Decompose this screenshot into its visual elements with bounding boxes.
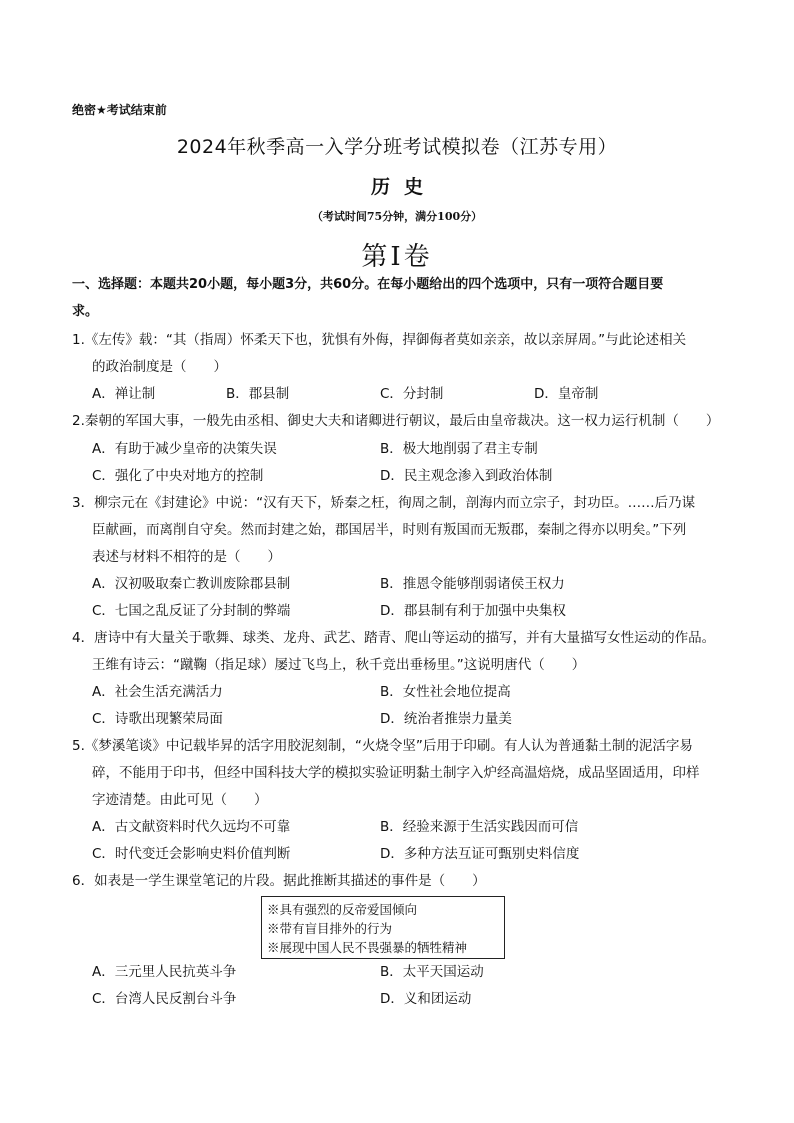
question-4-stem-cont: 王维有诗云：“蹴鞠（指足球）屡过飞鸟上，秋千竞出垂杨里。”这说明唐代（ ） bbox=[92, 657, 586, 673]
question-2-option-d[interactable]: D．民主观念渗入到政治体制 bbox=[380, 468, 553, 484]
exam-duration-info: （考试时间75分钟，满分100分） bbox=[311, 210, 483, 223]
question-3-stem: 3．柳宗元在《封建论》中说：“汉有天下，矫秦之枉，徇周之制，剖海内而立宗子，封功臣。……后乃谋 bbox=[72, 495, 696, 511]
question-1-option-d[interactable]: D．皇帝制 bbox=[534, 386, 599, 402]
question-3-option-c[interactable]: C．七国之乱反证了分封制的弊端 bbox=[92, 603, 291, 619]
question-5-stem: 5.《梦溪笔谈》中记载毕昇的活字用胶泥刻制，“火烧令坚”后用于印刷。有人认为普通黏土制的泥活字易 bbox=[72, 738, 693, 754]
note-item: ※带有盲目排外的行为 bbox=[267, 921, 393, 936]
question-6-option-a[interactable]: A．三元里人民抗英斗争 bbox=[92, 964, 237, 980]
note-item: ※具有强烈的反帝爱国倾向 bbox=[267, 902, 418, 917]
question-5-stem-cont: 碎，不能用于印书，但经中国科技大学的模拟实验证明黏土制字入炉经高温焙烧，成品坚固适用，印样 bbox=[92, 765, 700, 781]
question-5-option-b[interactable]: B．经验来源于生活实践因而可信 bbox=[380, 819, 579, 835]
question-3-option-d[interactable]: D．郡县制有利于加强中央集权 bbox=[380, 603, 566, 619]
question-3-stem-cont-2: 表述与材料不相符的是（ ） bbox=[92, 549, 281, 565]
question-6-option-c[interactable]: C．台湾人民反割台斗争 bbox=[92, 991, 237, 1007]
note-item: ※展现中国人民不畏强暴的牺牲精神 bbox=[267, 940, 468, 955]
question-2-option-b[interactable]: B．极大地削弱了君主专制 bbox=[380, 441, 538, 457]
question-5-option-c[interactable]: C．时代变迁会影响史料价值判断 bbox=[92, 846, 291, 862]
exam-title: 2024年秋季高一入学分班考试模拟卷（江苏专用） bbox=[176, 136, 618, 158]
question-1-option-c[interactable]: C．分封制 bbox=[380, 386, 444, 402]
question-4-option-d[interactable]: D．统治者推崇力量美 bbox=[380, 711, 512, 727]
confidential-label: 绝密★考试结束前 bbox=[72, 103, 167, 117]
question-4-option-c[interactable]: C．诗歌出现繁荣局面 bbox=[92, 711, 223, 727]
section-instruction-cont: 求。 bbox=[72, 304, 99, 319]
question-1-stem-cont: 的政治制度是（ ） bbox=[92, 359, 227, 375]
question-2-option-c[interactable]: C．强化了中央对地方的控制 bbox=[92, 468, 264, 484]
question-3-option-a[interactable]: A．汉初吸取秦亡教训废除郡县制 bbox=[92, 576, 291, 592]
question-1-option-a[interactable]: A．禅让制 bbox=[92, 386, 156, 402]
subject-heading: 历史 bbox=[370, 176, 437, 198]
question-5-option-a[interactable]: A．古文献资料时代久远均不可靠 bbox=[92, 819, 291, 835]
question-1-option-b[interactable]: B．郡县制 bbox=[226, 386, 290, 402]
question-5-option-d[interactable]: D．多种方法互证可甄别史料信度 bbox=[380, 846, 580, 862]
question-3-stem-cont: 臣献画，而离削自守矣。然而封建之始，郡国居半，时则有叛国而无叛郡，秦制之得亦以明矣。”下列 bbox=[92, 522, 687, 538]
volume-heading: 第Ⅰ卷 bbox=[361, 242, 433, 272]
question-3-option-b[interactable]: B．推恩令能够削弱诸侯王权力 bbox=[380, 576, 565, 592]
question-1-stem: 1.《左传》载：“其（指周）怀柔天下也，犹惧有外侮，捍御侮者莫如亲亲，故以亲屏周。”与此论述相关 bbox=[72, 332, 687, 348]
question-6-option-d[interactable]: D．义和团运动 bbox=[380, 991, 472, 1007]
section-instruction: 一、选择题：本题共20小题，每小题3分，共60分。在每小题给出的四个选项中，只有一项符合题目要 bbox=[72, 277, 664, 292]
question-4-option-b[interactable]: B．女性社会地位提高 bbox=[380, 684, 511, 700]
question-5-stem-cont-2: 字迹清楚。由此可见（ ） bbox=[92, 792, 268, 808]
class-notes-box bbox=[261, 896, 505, 959]
question-2-stem: 2.秦朝的军国大事，一般先由丞相、御史大夫和诸卿进行朝议，最后由皇帝裁决。这一权力运行机制（ ） bbox=[72, 413, 720, 429]
question-2-option-a[interactable]: A．有助于减少皇帝的决策失误 bbox=[92, 441, 277, 457]
question-6-stem: 6．如表是一学生课堂笔记的片段。据此推断其描述的事件是（ ） bbox=[72, 873, 486, 889]
question-4-option-a[interactable]: A．社会生活充满活力 bbox=[92, 684, 223, 700]
question-4-stem: 4．唐诗中有大量关于歌舞、球类、龙舟、武艺、踏青、爬山等运动的描写，并有大量描写女性运动的作品。 bbox=[72, 630, 716, 646]
question-6-option-b[interactable]: B．太平天国运动 bbox=[380, 964, 484, 980]
